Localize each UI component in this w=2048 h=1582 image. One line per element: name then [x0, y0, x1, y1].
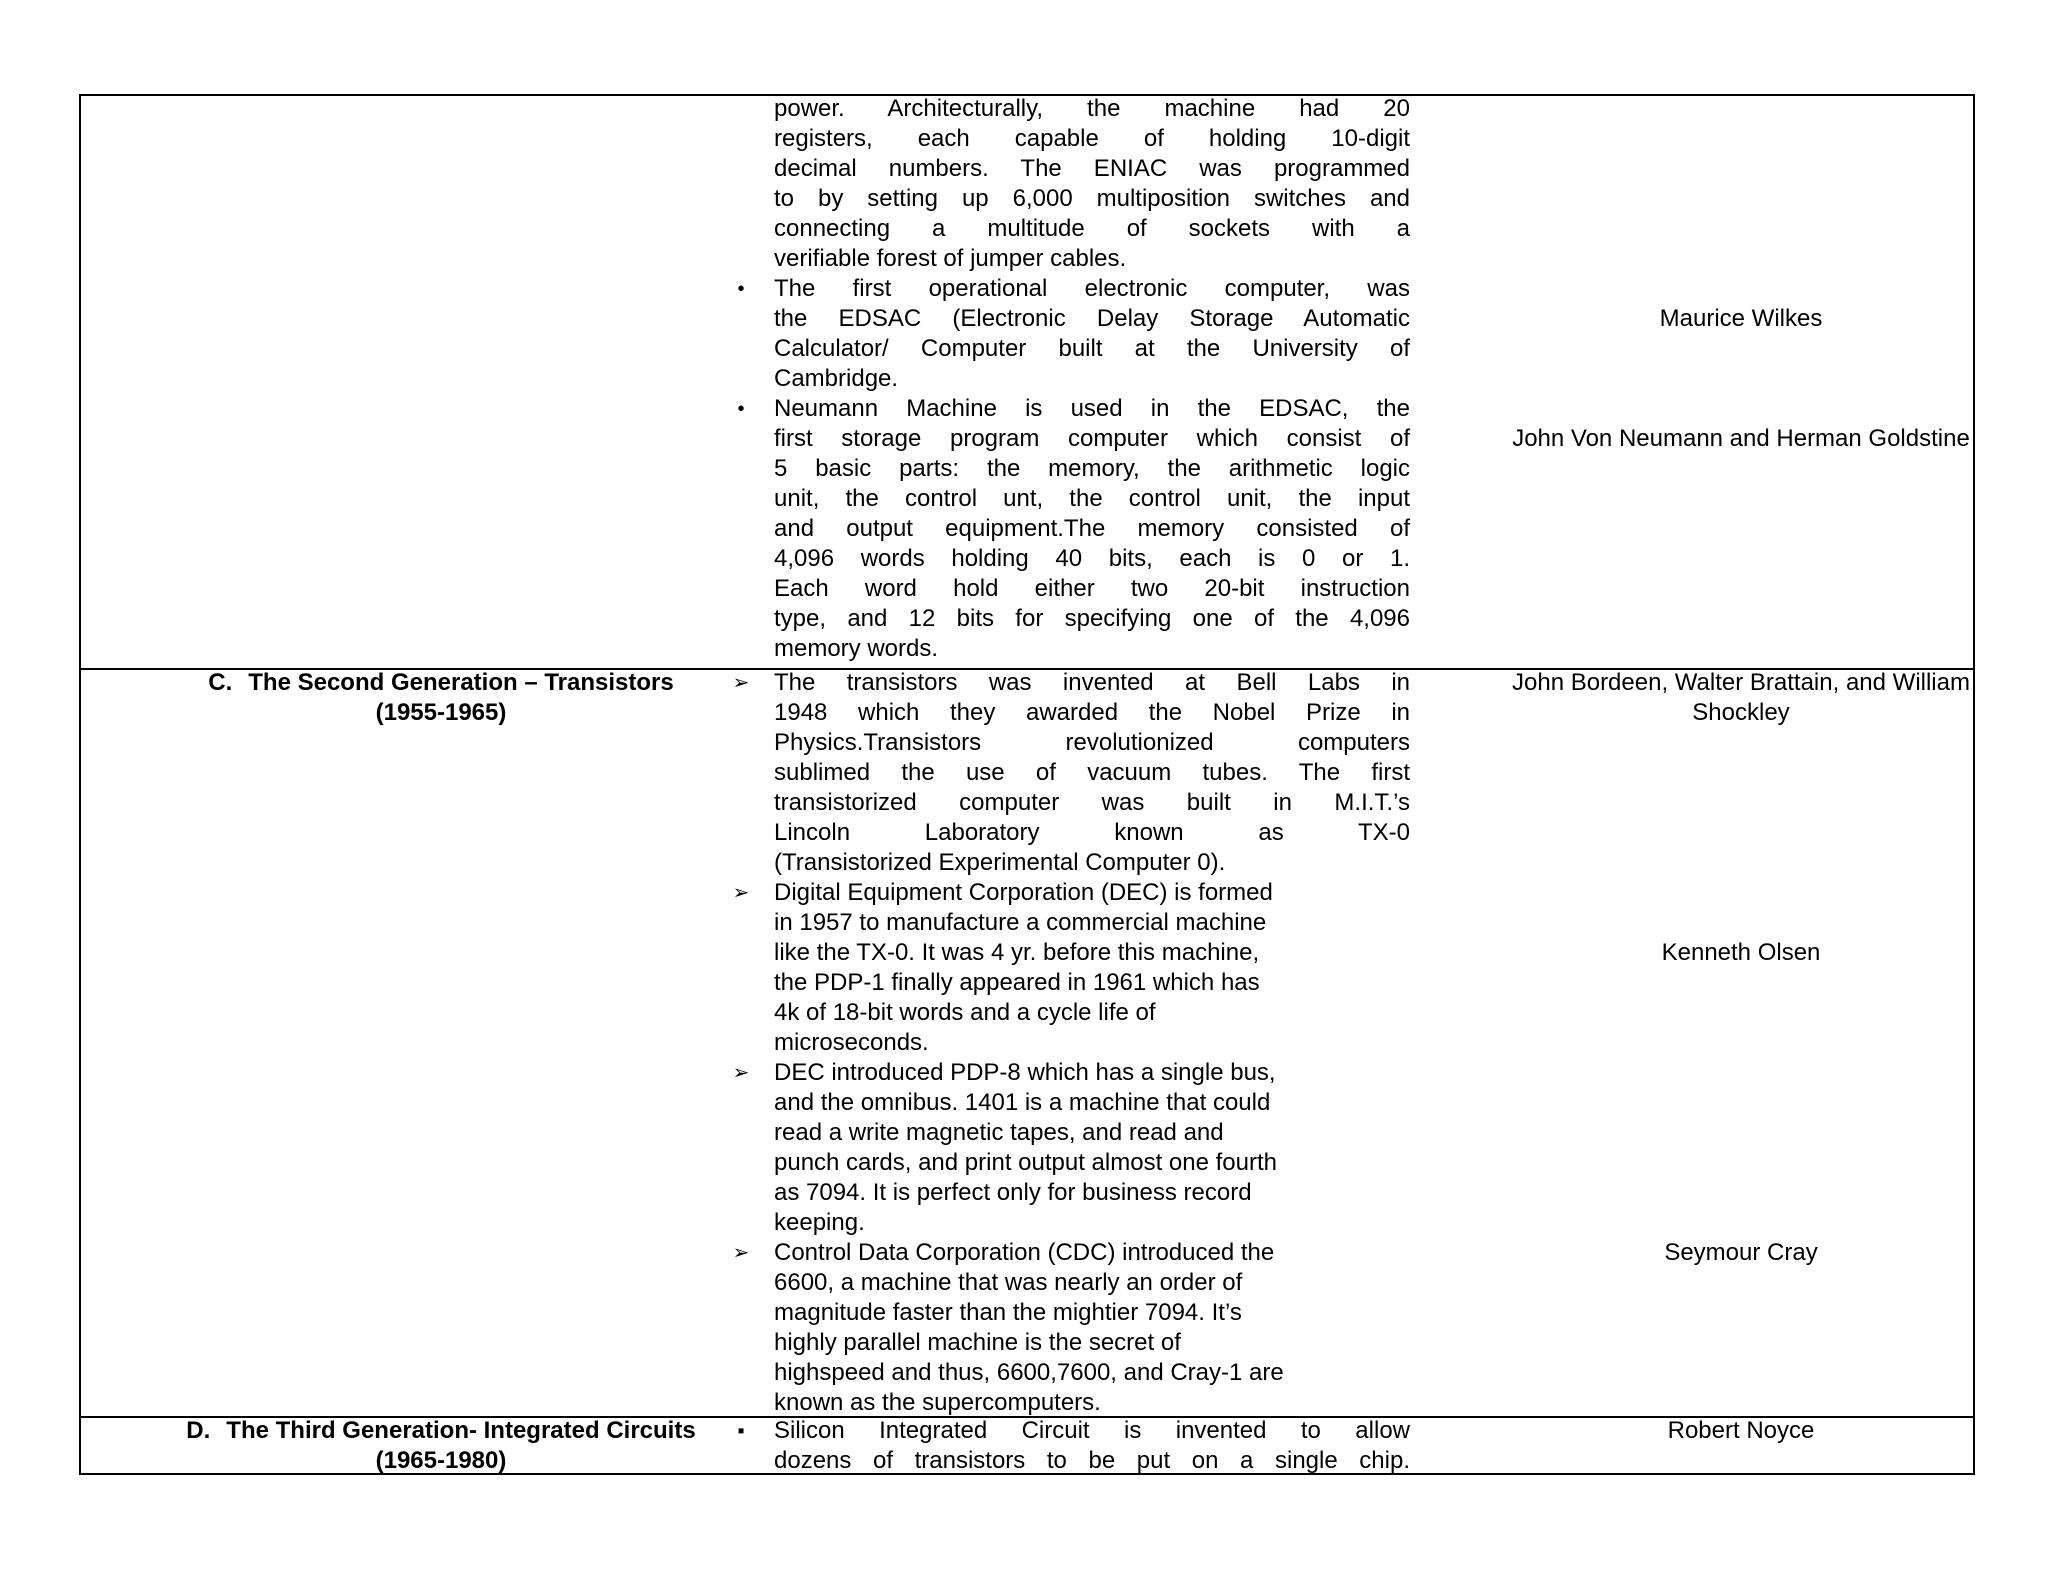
person-von-neumann: John Von Neumann and Herman Goldstine [1512, 425, 1970, 452]
person-robert-noyce: Robert Noyce [1667, 1417, 1815, 1444]
person-kenneth-olsen: Kenneth Olsen [1661, 939, 1821, 966]
history-table [79, 94, 1975, 1475]
table-row [81, 668, 1973, 1418]
bullet-dot-icon: • [737, 398, 745, 420]
arrow-bullet-icon: ➢ [732, 1062, 750, 1084]
paragraph-edsac: The first operational electronic computer, was the EDSAC (Electronic Delay Storage Automatic Calculator/ Computer built at the University of Cambridge. [774, 275, 1410, 392]
paragraph-cdc: Control Data Corporation (CDC) introduced the 6600, a machine that was nearly an order of magnitude faster than the mightier 7094. It’s highly parallel machine is the secret of highspeed and thus, 6600,7600, and Cray-1 are known as the supercomputers. [774, 1239, 1284, 1416]
section-title-second-generation: C. The Second Generation – Transistors (1955-1965) [208, 669, 674, 726]
table-row [81, 1416, 1973, 1477]
person-maurice-wilkes: Maurice Wilkes [1659, 305, 1823, 332]
paragraph-neumann: Neumann Machine is used in the EDSAC, the first storage program computer which consist of 5 basic parts: the memory, the arithmetic logic unit, the control unt, the control unit, the input and output equipment.The memory consisted of 4,096 words holding 40 bits, each is 0 or 1. Each word hold either two 20-bit instruction type, and 12 bits for specifying one of the 4,096 memory words. [774, 395, 1410, 662]
paragraph-integrated-circuit: Silicon Integrated Circuit is invented to allow dozens of transistors to be put on a single chip. [774, 1417, 1410, 1474]
bullet-dot-icon: • [737, 278, 745, 300]
arrow-bullet-icon: ➢ [732, 1242, 750, 1264]
section-title-third-generation: D. The Third Generation- Integrated Circuits (1965-1980) [186, 1417, 696, 1474]
paragraph-dec: Digital Equipment Corporation (DEC) is formed in 1957 to manufacture a commercial machine like the TX-0. It was 4 yr. before this machine, the PDP-1 finally appeared in 1961 which has 4k of 18-bit words and a cycle life of microseconds. [774, 879, 1273, 1056]
paragraph-transistors: The transistors was invented at Bell Labs in 1948 which they awarded the Nobel Prize in Physics.Transistors revolutionized computers sublimed the use of vacuum tubes. The first transistorized computer was built in M.I.T.’s Lincoln Laboratory known as TX-0 (Transistorized Experimental Computer 0). [774, 669, 1410, 876]
arrow-bullet-icon: ➢ [732, 672, 750, 694]
arrow-bullet-icon: ➢ [732, 882, 750, 904]
person-seymour-cray: Seymour Cray [1664, 1239, 1818, 1266]
square-bullet-icon: ▪ [737, 1420, 745, 1442]
paragraph-eniac: power. Architecturally, the machine had 20 registers, each capable of holding 10-digit decimal numbers. The ENIAC was programmed to by setting up 6,000 multiposition switches and connecting a multitude of sockets with a verifiable forest of jumper cables. [774, 95, 1410, 272]
paragraph-pdp8: DEC introduced PDP-8 which has a single bus, and the omnibus. 1401 is a machine that could read a write magnetic tapes, and read and punch cards, and print output almost one fourth as 7094. It is perfect only for business record keeping. [774, 1059, 1277, 1236]
person-bardeen-brattain-shockley: John Bordeen, Walter Brattain, and William Shockley [1512, 669, 1970, 726]
table-row [81, 96, 1973, 668]
